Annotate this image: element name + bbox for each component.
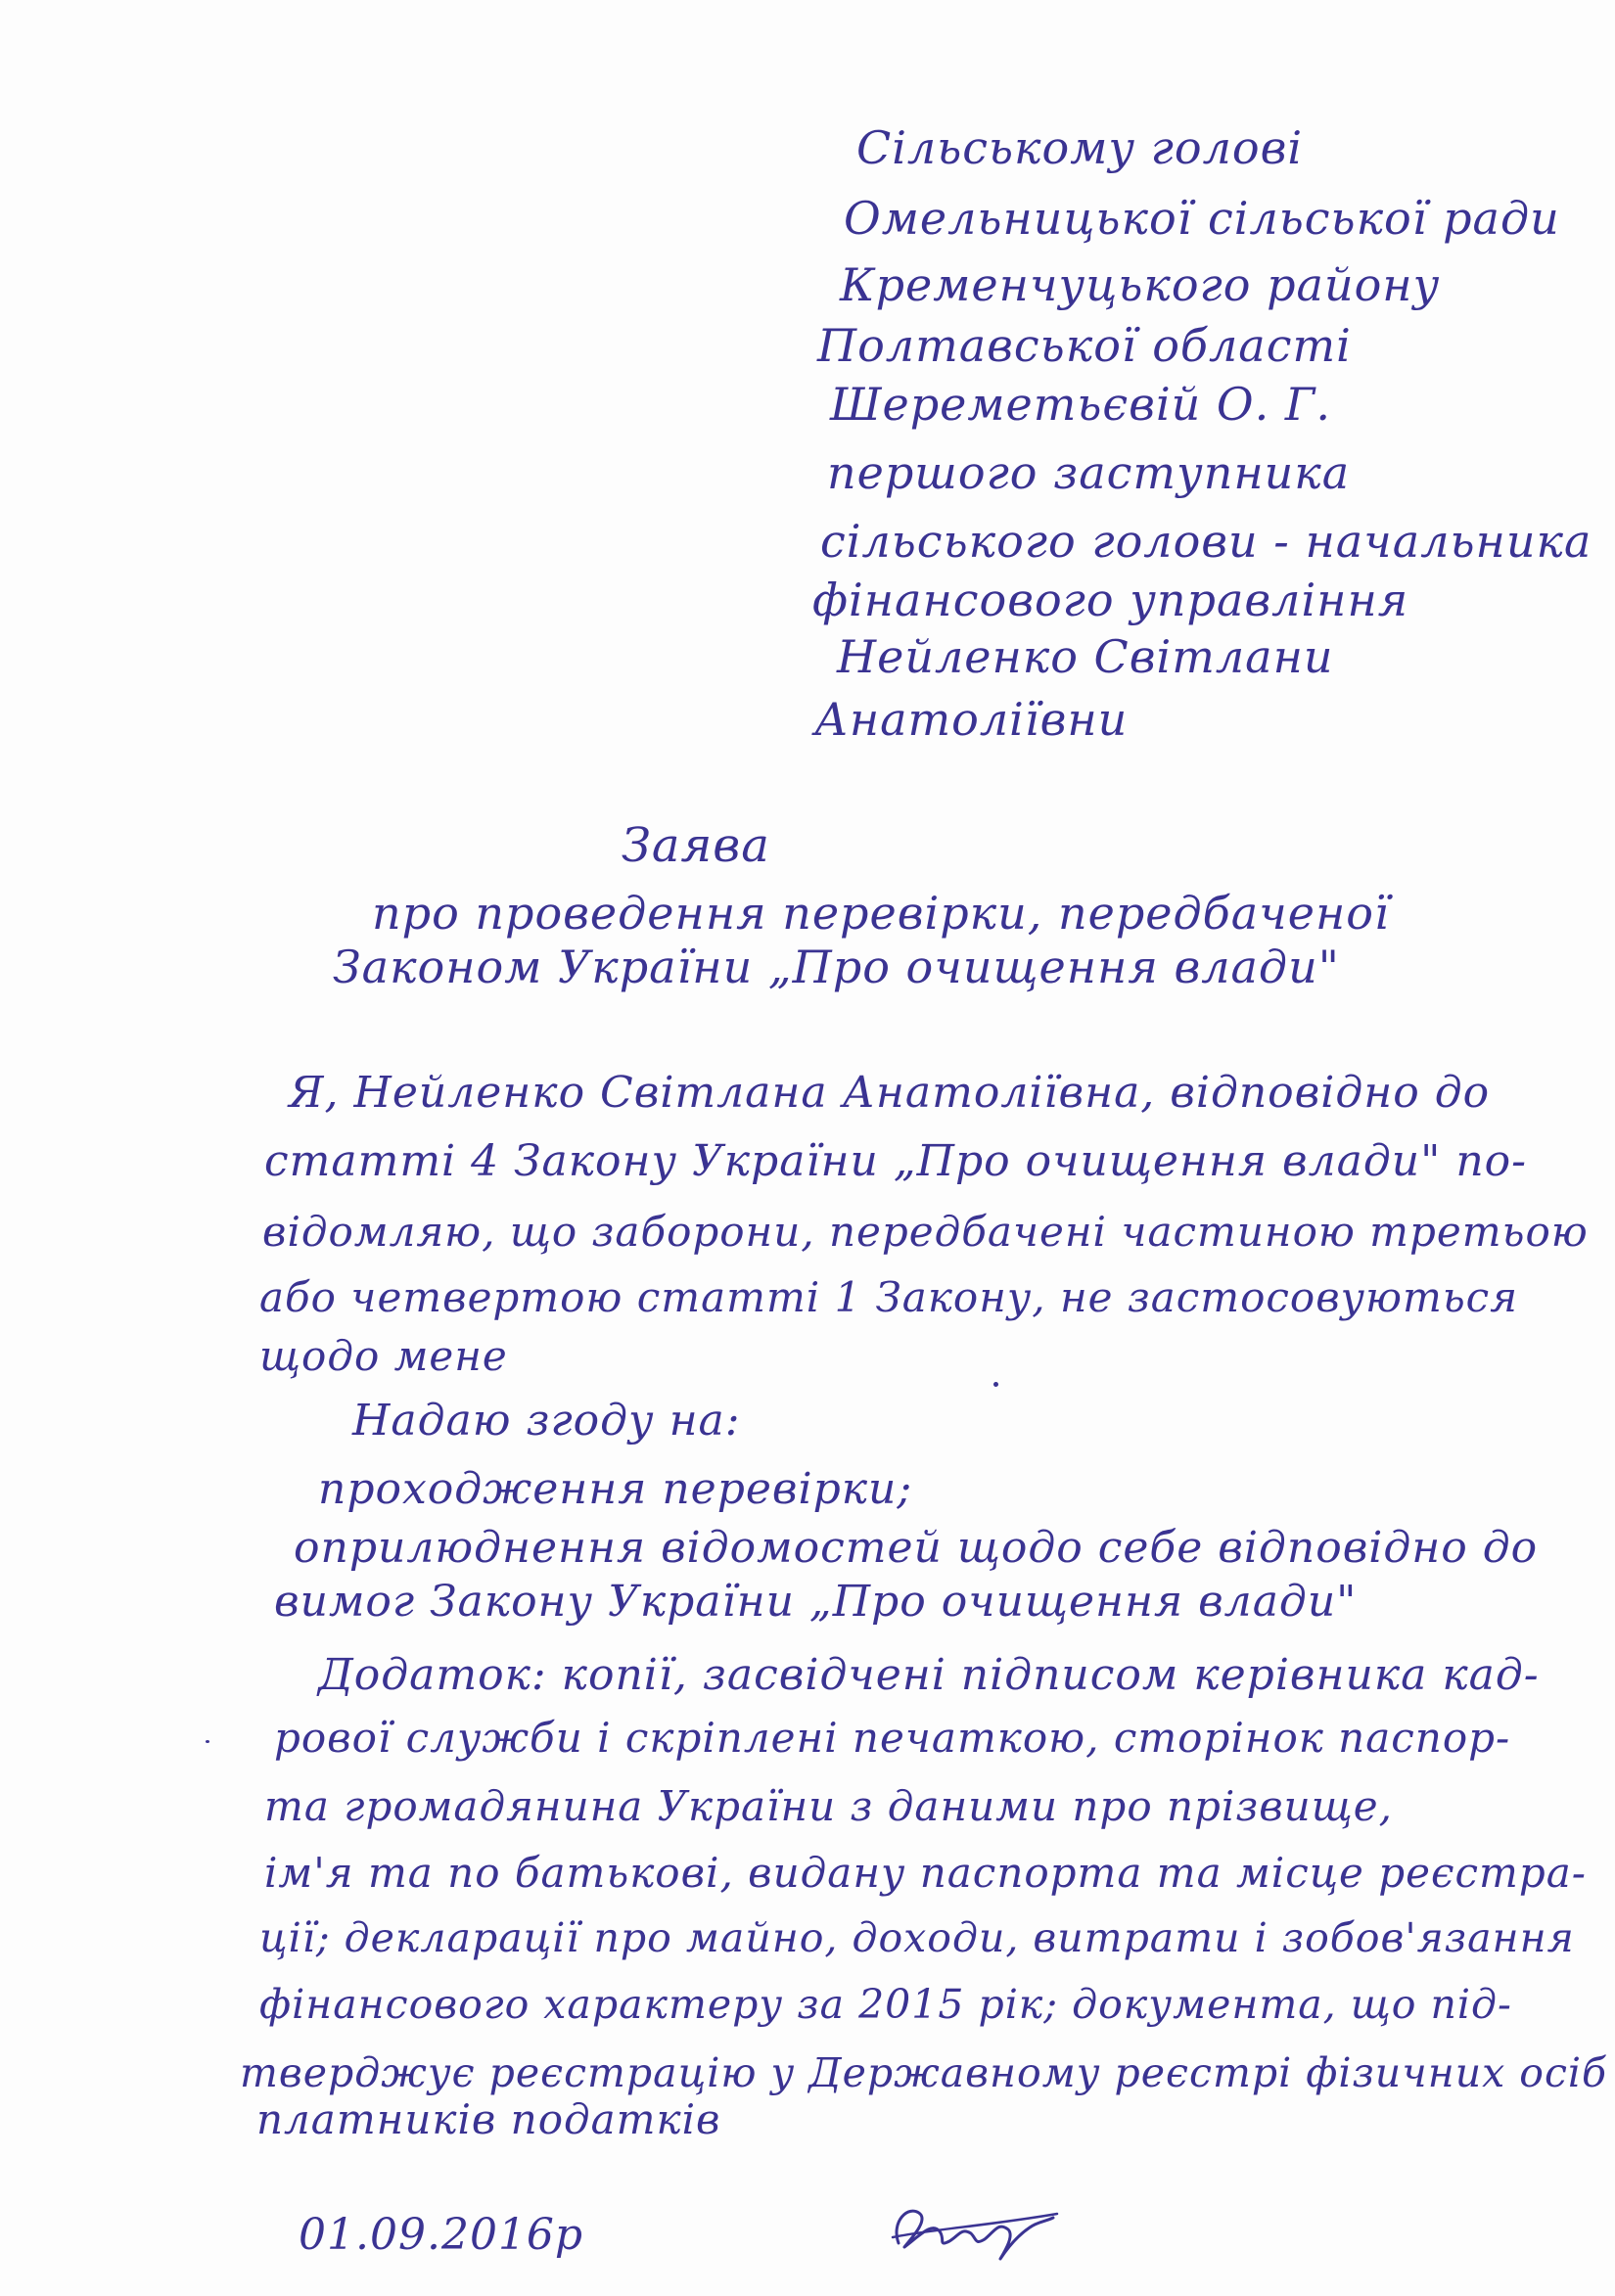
body-line: проходження перевірки; bbox=[318, 1464, 913, 1514]
body-line: ім'я та по батькові, видану паспорта та місце реєстра- bbox=[264, 1849, 1587, 1897]
addressee-line: сільського голови - начальника bbox=[820, 515, 1592, 568]
body-line: оприлюднення відомостей щодо себе відповідно до bbox=[294, 1523, 1539, 1573]
document-subtitle-line: Законом України „Про очищення влади" bbox=[333, 941, 1340, 993]
addressee-line: фінансового управління bbox=[812, 574, 1409, 626]
body-line: фінансового характеру за 2015 рік; документа, що під- bbox=[259, 1981, 1512, 2028]
addressee-line: першого заступника bbox=[827, 446, 1351, 499]
body-line: ції; декларації про майно, доходи, витрати і зобов'язання bbox=[259, 1914, 1575, 1961]
addressee-line: Шереметьєвій О. Г. bbox=[830, 378, 1331, 431]
ink-dot bbox=[206, 1740, 209, 1743]
body-line: вимог Закону України „Про очищення влади" bbox=[274, 1577, 1358, 1627]
body-line: та громадянина України з даними про прізвище, bbox=[264, 1782, 1393, 1830]
ink-dot bbox=[993, 1382, 998, 1387]
document-title: Заява bbox=[622, 818, 770, 873]
body-line: статті 4 Закону України „Про очищення влади" по- bbox=[264, 1136, 1528, 1186]
addressee-line: Анатоліївни bbox=[814, 693, 1129, 746]
addressee-line: Полтавської області bbox=[817, 319, 1352, 372]
body-line: рової служби і скріплені печаткою, сторінок паспор- bbox=[274, 1714, 1511, 1762]
document-date: 01.09.2016р bbox=[299, 2210, 584, 2260]
body-line: щодо мене bbox=[259, 1332, 508, 1380]
document-subtitle-line: про проведення перевірки, передбаченої bbox=[372, 887, 1390, 940]
addressee-line: Нейленко Світлани bbox=[837, 630, 1334, 683]
body-line: відомляю, що заборони, передбачені частиною третьою bbox=[262, 1208, 1589, 1256]
body-line: Я, Нейленко Світлана Анатоліївна, відповідно до bbox=[289, 1068, 1491, 1118]
body-line: платників податків bbox=[256, 2095, 721, 2143]
signature bbox=[881, 2192, 1077, 2271]
addressee-line: Кременчуцького району bbox=[840, 258, 1441, 311]
body-line: Надаю згоду на: bbox=[352, 1396, 741, 1446]
body-line: тверджує реєстрацію у Державному реєстрі фізичних осіб bbox=[240, 2049, 1608, 2096]
body-line: Додаток: копії, засвідчені підписом керівника кад- bbox=[318, 1650, 1540, 1700]
addressee-line: Омельницької сільської ради bbox=[844, 192, 1560, 245]
addressee-line: Сільському голові bbox=[856, 121, 1304, 174]
body-line: або четвертою статті 1 Закону, не застосовуються bbox=[259, 1273, 1519, 1321]
